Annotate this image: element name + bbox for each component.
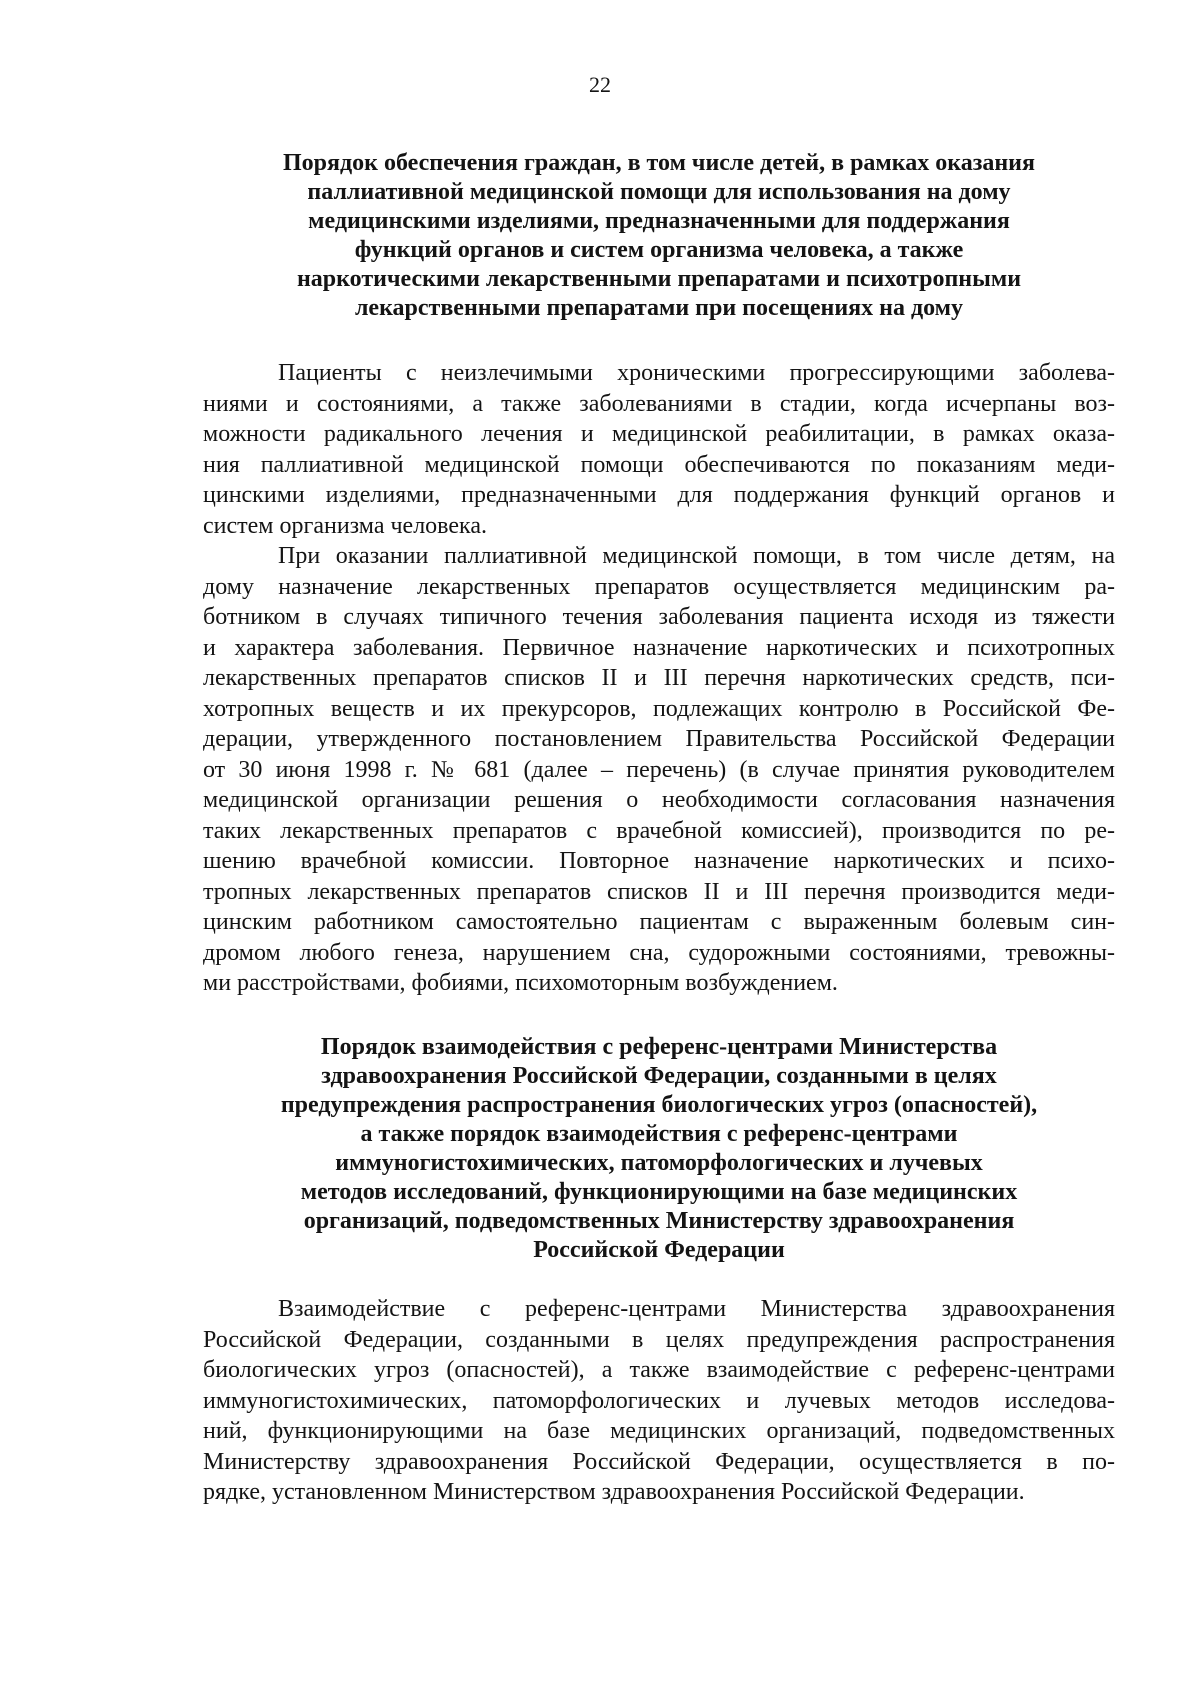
title-line: Порядок обеспечения граждан, в том числе детей, в рамках оказания (283, 150, 1035, 176)
text-line: рядке, установленном Министерством здравоохранения Российской Федерации. (203, 1479, 1025, 1505)
section-1-paragraph-2 (203, 541, 1115, 999)
text-line: иммуногистохимических, патоморфологических и лучевых методов исследова- (203, 1387, 1115, 1414)
title-line: Порядок взаимодействия с референс-центрами Министерства (320, 1034, 998, 1060)
text-line: шению врачебной комиссии. Повторное назначение наркотических и психо- (203, 848, 1115, 874)
text-line: дромом любого генеза, нарушением сна, судорожными состояниями, тревожны- (203, 939, 1115, 966)
text-line: дерации, утвержденного постановлением Правительства Российской Федерации (203, 726, 1115, 752)
text-line: ниями и состояниями, а также заболеваниями в стадии, когда исчерпаны воз- (203, 390, 1115, 417)
title-line: лекарственными препаратами при посещениях на дому (354, 295, 964, 321)
text-line: Российской Федерации, созданными в целях предупреждения распространения (203, 1326, 1115, 1353)
text-line: тропных лекарственных препаратов списков II и III перечня производится меди- (203, 878, 1115, 905)
text-line: можности радикального лечения и медицинской реабилитации, в рамках оказа- (203, 421, 1115, 447)
text-line: от 30 июня 1998 г. № 681 (далее – перечень) (в случае принятия руководителем (203, 756, 1115, 783)
text-line: систем организма человека. (203, 512, 487, 539)
text-line: При оказании паллиативной медицинской помощи, в том числе детям, на (278, 543, 1115, 569)
title-line: наркотическими лекарственными препаратами и психотропными (296, 266, 1022, 292)
text-line: ботником в случаях типичного течения заболевания пациента исходя из тяжести (203, 604, 1115, 630)
text-line: биологических угроз (опасностей), а также взаимодействие с референс-центрами (203, 1357, 1115, 1383)
text-line: Министерству здравоохранения Российской Федерации, осуществляется в по- (203, 1448, 1115, 1475)
title-line: функций органов и систем организма человека, а также (354, 237, 964, 263)
title-line: а также порядок взаимодействия с референс-центрами (360, 1121, 958, 1147)
title-line: предупреждения распространения биологических угроз (опасностей), (280, 1092, 1038, 1118)
text-line: ний, функционирующими на базе медицинских организаций, подведомственных (203, 1418, 1115, 1444)
text-line: и характера заболевания. Первичное назначение наркотических и психотропных (203, 634, 1115, 661)
section-2-paragraph-1 (203, 1294, 1115, 1508)
title-line: паллиативной медицинской помощи для использования на дому (307, 179, 1011, 205)
text-line: дому назначение лекарственных препаратов осуществляется медицинским ра- (203, 573, 1115, 600)
title-line: методов исследований, функционирующими на базе медицинских (300, 1179, 1018, 1205)
title-line: медицинскими изделиями, предназначенными для поддержания (308, 208, 1010, 234)
text-line: цинскими изделиями, предназначенными для поддержания функций органов и (203, 482, 1115, 508)
section-2-title (200, 1033, 1118, 1265)
text-line: хотропных веществ и их прекурсоров, подлежащих контролю в Российской Фе- (203, 695, 1115, 722)
text-line: ми расстройствами, фобиями, психомоторным возбуждением. (203, 970, 838, 996)
title-line: здравоохранения Российской Федерации, созданными в целях (321, 1063, 997, 1089)
text-line: Взаимодействие с референс-центрами Министерства здравоохранения (278, 1296, 1115, 1322)
section-1-paragraph-1 (203, 358, 1115, 541)
page-number: 22 (589, 72, 611, 97)
title-line: организаций, подведомственных Министерству здравоохранения (303, 1208, 1015, 1234)
title-line: Российской Федерации (533, 1237, 785, 1263)
section-1-title (200, 149, 1118, 323)
text-line: таких лекарственных препаратов с врачебной комиссией), производится по ре- (203, 817, 1115, 844)
text-line: лекарственных препаратов списков II и III перечня наркотических средств, пси- (203, 665, 1115, 691)
title-line: иммуногистохимических, патоморфологических и лучевых (335, 1150, 983, 1176)
text-line: цинским работником самостоятельно пациентам с выраженным болевым син- (203, 909, 1115, 935)
text-line: Пациенты с неизлечимыми хроническими прогрессирующими заболева- (278, 360, 1115, 386)
text-line: ния паллиативной медицинской помощи обеспечиваются по показаниям меди- (203, 451, 1115, 478)
text-line: медицинской организации решения о необходимости согласования назначения (203, 787, 1115, 813)
